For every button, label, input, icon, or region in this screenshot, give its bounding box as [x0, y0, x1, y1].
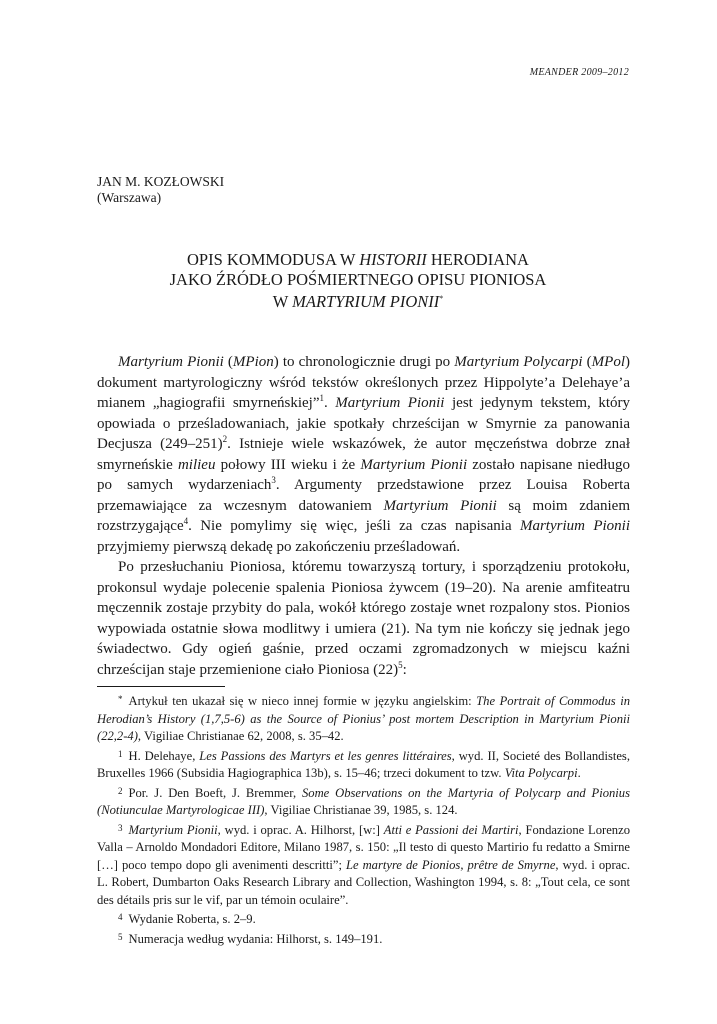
text-run: H. Delehaye,: [128, 748, 200, 763]
italic-run: Some Observations on the Martyria of Polycarp and Pionius (Notiunculae Martyrologicae III): [97, 785, 630, 817]
italic-run: Martyrium Pionii: [335, 395, 445, 411]
text-run: połowy III wieku i że: [215, 456, 361, 473]
text-run: , wyd. i oprac. L. Robert, Dumbarton Oaks Research Library and Collection, Washington 1994, s. 8: „Tout cela, ce sont des détails pris sur le vif, par un témoin oculaire”.: [97, 857, 630, 907]
text-run: (: [582, 354, 592, 370]
text-run: :: [402, 661, 407, 678]
footnotes: [97, 691, 630, 948]
italic-run: Martyrium Pionii: [118, 354, 224, 370]
footnote-ref[interactable]: 4: [183, 516, 189, 526]
text-run: .: [577, 766, 581, 780]
author-name: JAN M. KOZŁOWSKI: [97, 174, 225, 189]
paragraph-2: [97, 557, 630, 680]
footnote-divider: [97, 686, 225, 687]
footnote-mark: 2: [118, 785, 123, 796]
text-run: .: [324, 395, 336, 411]
text-run: , Vigiliae Christianae 62, 2008, s. 35–42.: [137, 729, 344, 743]
italic-run: Martyrium Pionii: [128, 822, 218, 837]
text-run: , wyd. II, Societé des Bollandistes, Bruxelles 1966 (Subsidia Hagiographica 13b), s. 15–46; trzeci dokument to tzw.: [97, 748, 630, 780]
italic-run: Martyrium Pionii: [519, 518, 630, 534]
text-run: ) to chronologicznie drugi po: [273, 354, 455, 370]
footnote-mark: 5: [118, 931, 123, 942]
footnote-item: [97, 783, 630, 820]
text-run: jest jedynym tekstem, który opowiada o prześladowaniach, jakie spotkały chrześcijan w Smyrnie za panowania Decjusza (249–251): [97, 395, 630, 452]
title-text: HERODIANA: [426, 250, 529, 269]
italic-run: Vita Polycarpi: [504, 766, 578, 780]
italic-run: Les Passions des Martyrs et les genres littéraires: [199, 748, 452, 763]
footnote-item: [97, 746, 630, 783]
text-run: Wydanie Roberta, s. 2–9.: [128, 912, 256, 926]
text-run: Po przesłuchaniu Pioniosa, któremu towarzyszą tortury, i sporządzeniu protokołu, prokonsul wydaje polecenie spalenia Pioniosa żywcem (19–20). Na arenie amfiteatru męczennik zostaje przybity do pala, wokół którego zostaje wnet rozpalony stos. Pionios wypowiada ostatnie słowa modlitwy i umiera (21). Na tym nie kończy się jednak jego świadectwo. Gdy ogień gaśnie, przed oczami zgromadzonych w miejscu kaźni chrześcijan staje przemienione ciało Pioniosa (22): [97, 559, 630, 678]
footnote-item: [97, 929, 630, 949]
footnote-mark: 4: [118, 912, 123, 922]
footnote-item: [97, 909, 630, 929]
title-text: W: [272, 292, 293, 311]
footnote-ref[interactable]: 2: [222, 434, 228, 444]
title-italic: MARTYRIUM PIONII: [292, 292, 440, 311]
footnote-ref[interactable]: 1: [319, 393, 324, 403]
main-text: [97, 352, 630, 680]
footnote-ref[interactable]: 5: [398, 659, 403, 670]
title-text: OPIS KOMMODUSA W: [187, 250, 360, 269]
running-head: MEANDER 2009–2012: [529, 67, 629, 78]
text-run: Numeracja według wydania: Hilhorst, s. 149–191.: [128, 931, 383, 946]
italic-run: MPol: [591, 354, 625, 370]
title-line-2: JAKO ŹRÓDŁO POŚMIERTNEGO OPISU PIONIOSA: [169, 269, 547, 289]
text-run: , wyd. i oprac. A. Hilhorst, [w:]: [217, 822, 384, 837]
author-affiliation: (Warszawa): [97, 190, 162, 205]
text-run: Por. J. Den Boeft, J. Bremmer,: [128, 785, 302, 800]
author-block: [97, 174, 224, 206]
title-italic: HISTORII: [359, 250, 427, 269]
footnote-mark: 3: [118, 822, 123, 833]
text-run: , Vigiliae Christianae 39, 1985, s. 124.: [264, 803, 458, 817]
italic-run: MPion: [232, 354, 274, 370]
italic-run: Martyrium Polycarpi: [454, 354, 583, 370]
text-run: są moim zdaniem rozstrzygające: [97, 497, 630, 534]
title-line-1: [97, 250, 619, 270]
text-run: przyjmiemy pierwszą dekadę po zakończeniu prześladowań.: [97, 538, 461, 555]
text-run: ) dokument martyrologiczny wśród tekstów określonych przez Hippolyte’a Delehaye’a mianem „hagiografii smyrneńskiej”: [97, 354, 630, 411]
text-run: , Fondazione Lorenzo Valla – Arnoldo Mondadori Editore, Milano 1987, s. 150: „Il testo di questo Martirio fu redatto a Smirne […] poco tempo dopo gli avenimenti descritti”;: [97, 822, 630, 872]
italic-run: Martyrium Pionii: [360, 456, 468, 473]
footnote-mark: 1: [118, 748, 123, 759]
footnote-item: [97, 820, 630, 910]
text-run: . Istnieje wiele wskazówek, że autor męczeństwa dobrze znał smyrneńskie: [97, 436, 630, 473]
italic-run: Martyrium Pionii: [383, 497, 497, 514]
text-run: . Nie pomylimy się więc, jeśli za czas napisania: [188, 518, 520, 534]
title-line-3: [97, 289, 619, 312]
title-footnote-mark: *: [439, 294, 444, 303]
italic-run: milieu: [177, 456, 216, 473]
paragraph-1: [97, 352, 630, 557]
italic-run: Le martyre de Pionios, prêtre de Smyrne: [345, 857, 556, 872]
italic-run: The Portrait of Commodus in Herodian’s History (1,7,5-6) as the Source of Pionius’ post mortem Description in Martyrium Pionii (22,2-4): [97, 694, 630, 743]
footnote-ref[interactable]: 3: [271, 475, 276, 485]
text-run: (: [223, 354, 233, 370]
text-run: . Argumenty przedstawione przez Louisa Roberta przemawiające za wczesnym datowaniem: [97, 477, 630, 514]
text-run: zostało napisane niedługo po samych wydarzeniach: [97, 456, 630, 493]
footnote-item: [97, 691, 630, 746]
footnote-mark: *: [118, 694, 123, 704]
italic-run: Atti e Passioni dei Martiri: [383, 822, 519, 837]
text-run: Artykuł ten ukazał się w nieco innej formie w języku angielskim:: [128, 694, 477, 708]
article-title: [97, 250, 619, 312]
